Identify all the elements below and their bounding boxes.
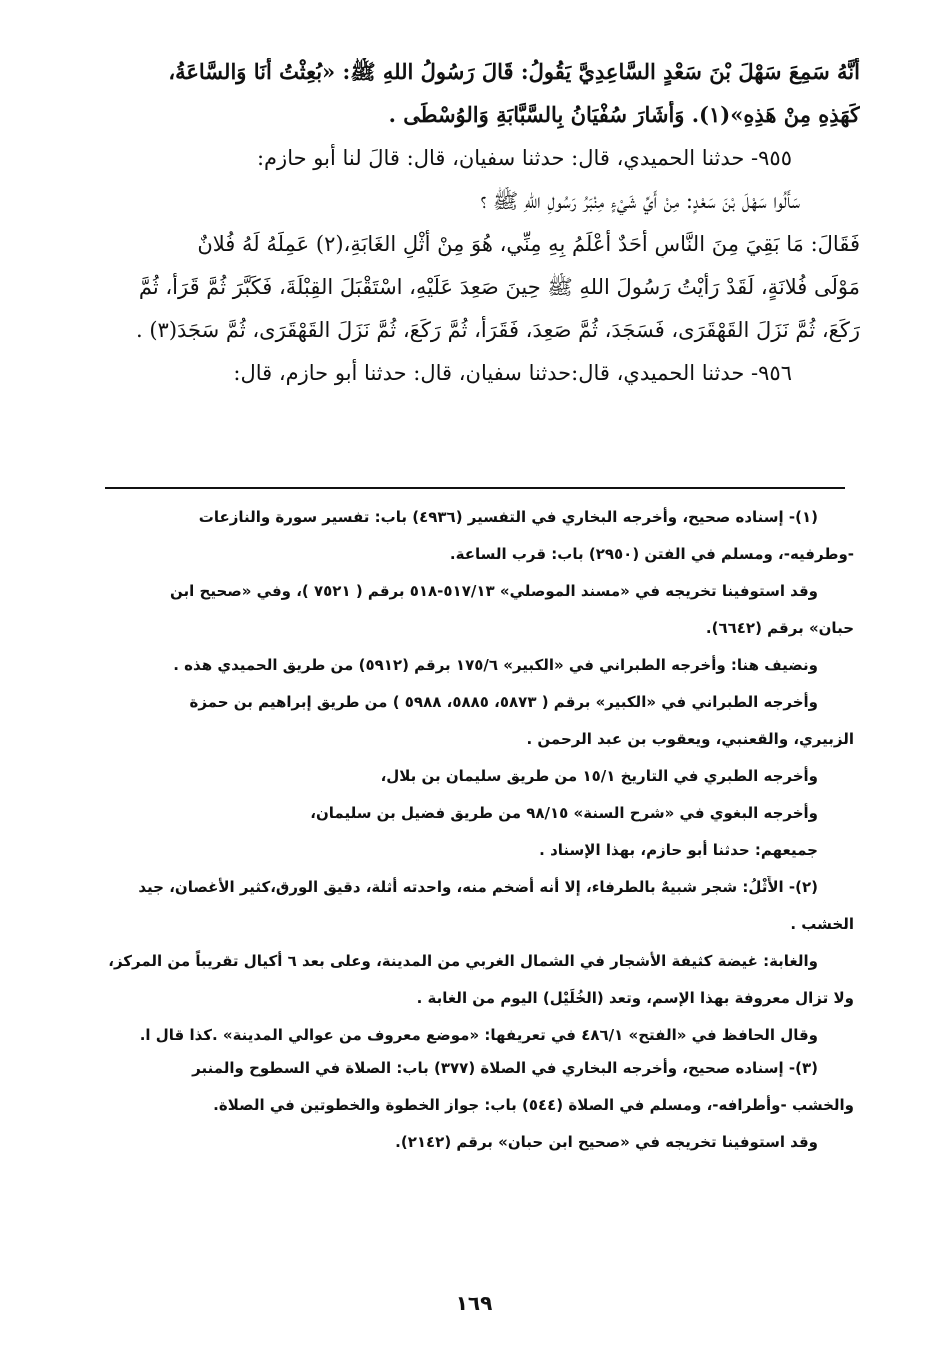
- footnote-line: (٢)- الأَثْلُ: شجر شبيهٌ بالطرفاء، إلا أنه أضخم منه، واحدته أثلة، دقيق الورق،كثير الأغصان، جيد: [138, 878, 818, 896]
- footnote-line: ولا تزال معروفة بهذا الإسم، وتعد (الخُلَيْل) اليوم من الغابة .: [416, 989, 854, 1007]
- hadith-isnad-955: ٩٥٥- حدثنا الحميدي، قال: حدثنا سفيان، قال: قالَ لنا أبو حازم:: [256, 146, 792, 170]
- footnote-line: وقد استوفينا تخريجه في «صحيح ابن حبان» برقم (٢١٤٢).: [395, 1133, 818, 1151]
- hadith-text-line: فَقَالَ: مَا بَقِيَ مِنَ النَّاسِ أَحَدٌ أَعْلَمُ بِهِ مِنِّي، هُوَ مِنْ أَثْلِ الغَابَةِ،(٢) عَمِلَهُ لَهُ فُلانٌ: [197, 232, 860, 256]
- footnote-line: (٣)- إسناده صحيح، وأخرجه البخاري في الصلاة (٣٧٧) باب: الصلاة في السطوح والمنبر: [192, 1059, 818, 1077]
- hadith-isnad-956: ٩٥٦- حدثنا الحميدي، قال:حدثنا سفيان، قال: حدثنا أبو حازم، قال:: [233, 361, 792, 385]
- footnote-separator: [105, 487, 845, 489]
- footnote-line: -وطرفيه-، ومسلم في الفتن (٢٩٥٠) باب: قرب الساعة.: [449, 545, 854, 563]
- footnote-line: الخشب .: [790, 915, 854, 933]
- footnote-line: والخشب -وأطرافه-، ومسلم في الصلاة (٥٤٤) باب: جواز الخطوة والخطوتين في الصلاة.: [213, 1096, 854, 1114]
- footnote-line: وقال الحافظ في «الفتح» ٤٨٦/١ في تعريفها: «موضع معروف من عوالي المدينة» .كذا قال ا.: [139, 1026, 818, 1044]
- hadith-text-line: مَوْلَى فُلانَةٍ، لَقَدْ رَأَيْتُ رَسُولَ اللهِ ﷺ حِينَ صَعِدَ عَلَيْهِ، اسْتَقْبَلَ القِبْلَةَ، فَكَبَّرَ ثُمَّ قَرَأَ، ثُمَّ: [138, 275, 860, 299]
- footnote-line: والغابة: غيضة كثيفة الأشجار في الشمال الغربي من المدينة، وعلى بعد ٦ أكيال تقريباً من المركز،: [108, 952, 818, 970]
- footnote-line: ونضيف هنا: وأخرجه الطبراني في «الكبير» ١٧٥/٦ برقم (٥٩١٢) من طريق الحميدي هذه .: [173, 656, 818, 674]
- hadith-text-line: رَكَعَ، ثُمَّ نَزَلَ القَهْقَرَى، فَسَجَدَ، ثُمَّ صَعِدَ، فَقَرَأَ، ثُمَّ رَكَعَ، ثُمَّ نَزَلَ القَهْقَرَى، ثُمَّ سَجَدَ(٣) .: [136, 318, 860, 342]
- footnote-line: وأخرجه البغوي في «شرح السنة» ٩٨/١٥ من طريق فضيل بن سليمان،: [310, 804, 818, 822]
- page-number: ١٦٩: [455, 1291, 493, 1315]
- hadith-text-line: سَأَلُوا سَهْلَ بْنَ سَعْدٍ: مِنْ أَيِّ شَيْءٍ مِنْبَرُ رَسُولِ اللهِ ﷺ ؟: [480, 189, 800, 213]
- footnotes: [86, 506, 854, 1168]
- main-text: [88, 58, 860, 387]
- hadith-text-line: كَهَذِهِ مِنْ هَذِهِ»(١). وَأَشَارَ سُفْيَانُ بِالسَّبَّابَةِ وَالوُسْطَى .: [388, 102, 860, 127]
- hadith-text-line: أَنَّهُ سَمِعَ سَهْلَ بْنَ سَعْدٍ السَّاعِدِيَّ يَقُولُ: قَالَ رَسُولُ اللهِ ﷺ: «بُعِثْتُ أَنَا وَالسَّاعَةُ،: [168, 59, 860, 84]
- footnote-line: وأخرجه الطبراني في «الكبير» برقم ( ٥٨٧٣، ٥٨٨٥، ٥٩٨٨ ) من طريق إبراهيم بن حمزة: [189, 693, 818, 711]
- footnote-line: وقد استوفينا تخريجه في «مسند الموصلي» ٥١٧/١٣-٥١٨ برقم ( ٧٥٢١ )، وفي «صحيح ابن: [170, 582, 818, 600]
- footnote-line: جميعهم: حدثنا أبو حازم، بهذا الإسناد .: [539, 841, 818, 859]
- footnote-line: (١)- إسناده صحيح، وأخرجه البخاري في التفسير (٤٩٣٦) باب: تفسير سورة والنازعات: [198, 508, 818, 526]
- footnote-line: حبان» برقم (٦٦٤٢).: [705, 619, 854, 637]
- footnote-line: وأخرجه الطبري في التاريخ ١٥/١ من طريق سليمان بن بلال،: [380, 767, 818, 785]
- footnote-line: الزبيري، والقعنبي، ويعقوب بن عبد الرحمن .: [526, 730, 854, 748]
